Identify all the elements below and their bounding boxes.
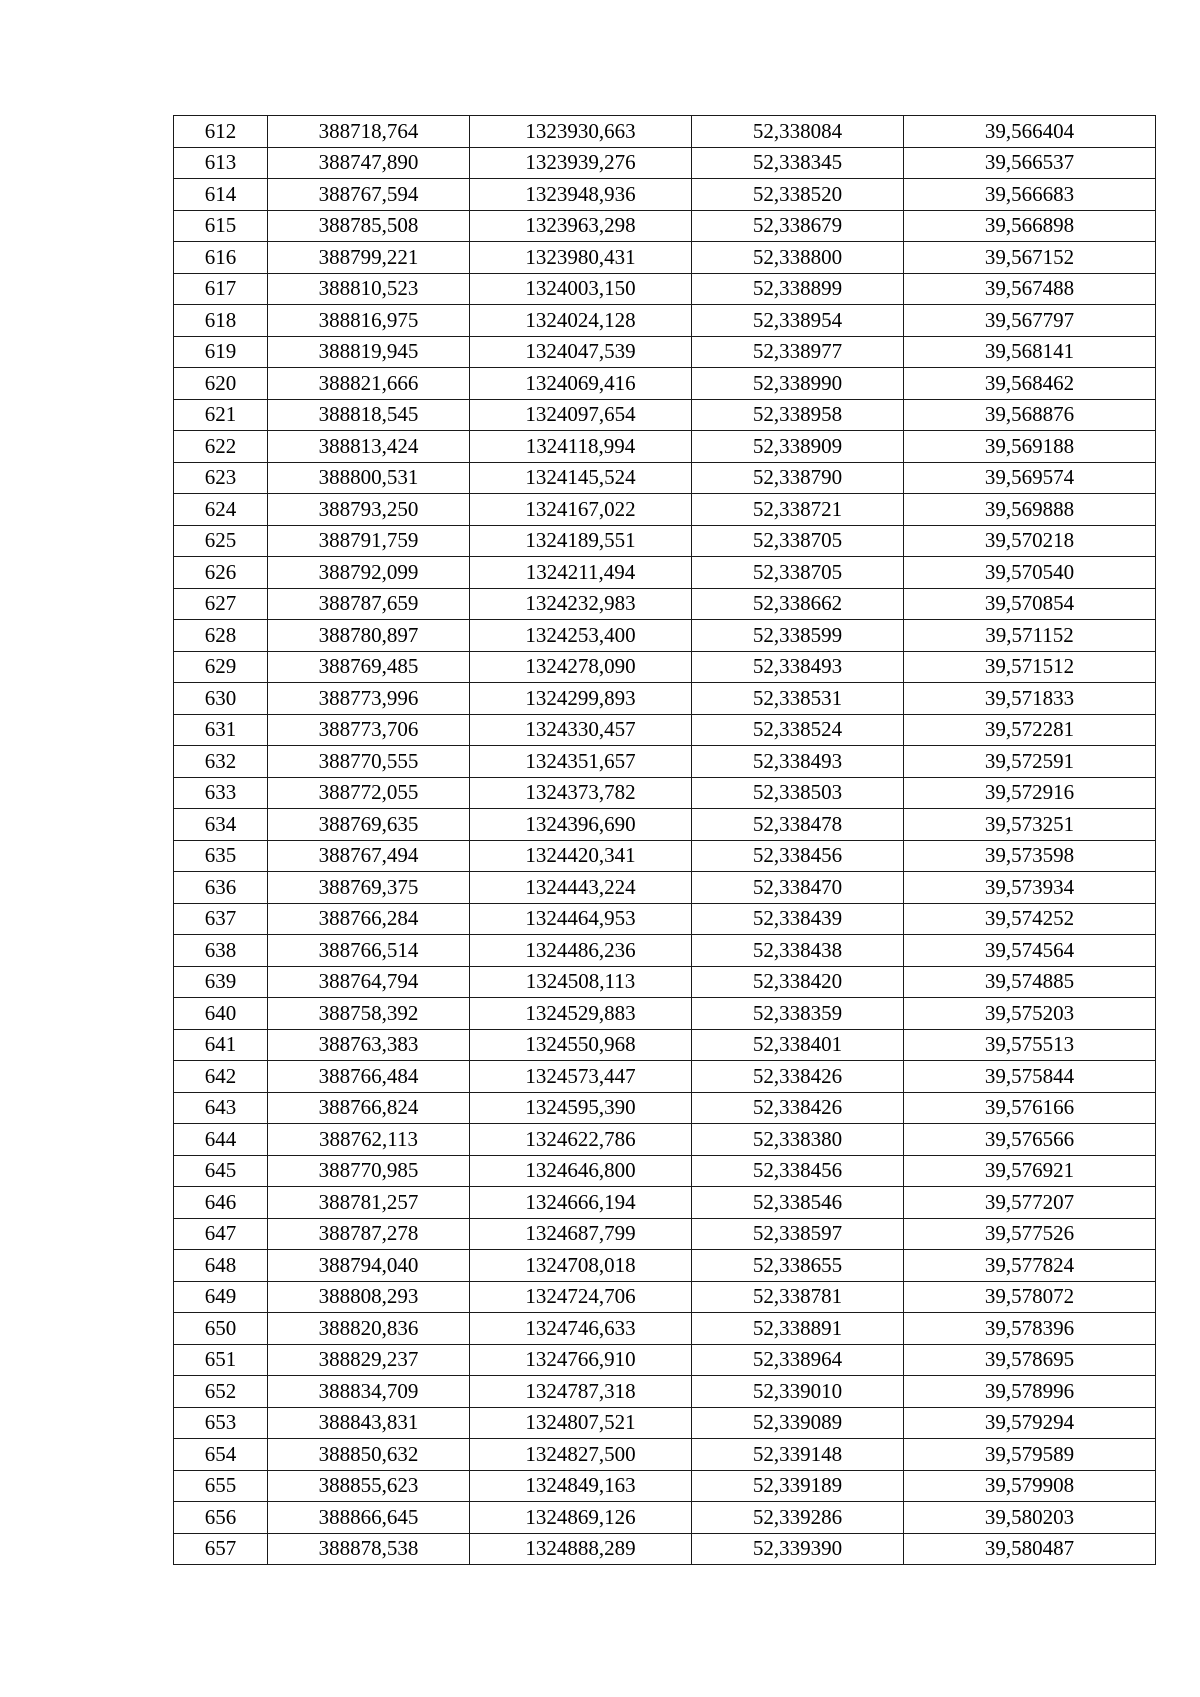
y-coordinate-cell: 1324787,318 <box>470 1376 692 1408</box>
point-number-cell: 634 <box>174 809 268 841</box>
latitude-cell: 52,338470 <box>692 872 904 904</box>
y-coordinate-cell: 1324529,883 <box>470 998 692 1030</box>
y-coordinate-cell: 1324666,194 <box>470 1187 692 1219</box>
coordinates-table-body <box>174 116 1156 1565</box>
y-coordinate-cell: 1324299,893 <box>470 683 692 715</box>
table-row <box>174 1470 1156 1502</box>
x-coordinate-cell: 388766,284 <box>268 903 470 935</box>
table-row <box>174 683 1156 715</box>
table-row <box>174 210 1156 242</box>
x-coordinate-cell: 388770,985 <box>268 1155 470 1187</box>
latitude-cell: 52,338401 <box>692 1029 904 1061</box>
longitude-cell: 39,572591 <box>904 746 1156 778</box>
point-number-cell: 644 <box>174 1124 268 1156</box>
point-number-cell: 627 <box>174 588 268 620</box>
x-coordinate-cell: 388878,538 <box>268 1533 470 1565</box>
latitude-cell: 52,338520 <box>692 179 904 211</box>
longitude-cell: 39,569188 <box>904 431 1156 463</box>
table-row <box>174 399 1156 431</box>
longitude-cell: 39,568462 <box>904 368 1156 400</box>
table-row <box>174 557 1156 589</box>
longitude-cell: 39,576566 <box>904 1124 1156 1156</box>
longitude-cell: 39,579294 <box>904 1407 1156 1439</box>
x-coordinate-cell: 388769,375 <box>268 872 470 904</box>
point-number-cell: 616 <box>174 242 268 274</box>
point-number-cell: 624 <box>174 494 268 526</box>
longitude-cell: 39,575513 <box>904 1029 1156 1061</box>
longitude-cell: 39,567152 <box>904 242 1156 274</box>
table-row <box>174 840 1156 872</box>
latitude-cell: 52,338705 <box>692 525 904 557</box>
y-coordinate-cell: 1324827,500 <box>470 1439 692 1471</box>
x-coordinate-cell: 388780,897 <box>268 620 470 652</box>
latitude-cell: 52,338705 <box>692 557 904 589</box>
x-coordinate-cell: 388769,485 <box>268 651 470 683</box>
longitude-cell: 39,568141 <box>904 336 1156 368</box>
longitude-cell: 39,574564 <box>904 935 1156 967</box>
latitude-cell: 52,338493 <box>692 651 904 683</box>
x-coordinate-cell: 388818,545 <box>268 399 470 431</box>
x-coordinate-cell: 388781,257 <box>268 1187 470 1219</box>
point-number-cell: 652 <box>174 1376 268 1408</box>
table-row <box>174 777 1156 809</box>
latitude-cell: 52,338493 <box>692 746 904 778</box>
longitude-cell: 39,580487 <box>904 1533 1156 1565</box>
x-coordinate-cell: 388808,293 <box>268 1281 470 1313</box>
y-coordinate-cell: 1324253,400 <box>470 620 692 652</box>
table-row <box>174 1029 1156 1061</box>
point-number-cell: 641 <box>174 1029 268 1061</box>
x-coordinate-cell: 388829,237 <box>268 1344 470 1376</box>
x-coordinate-cell: 388787,278 <box>268 1218 470 1250</box>
latitude-cell: 52,338438 <box>692 935 904 967</box>
latitude-cell: 52,338781 <box>692 1281 904 1313</box>
x-coordinate-cell: 388794,040 <box>268 1250 470 1282</box>
latitude-cell: 52,338679 <box>692 210 904 242</box>
y-coordinate-cell: 1324420,341 <box>470 840 692 872</box>
x-coordinate-cell: 388763,383 <box>268 1029 470 1061</box>
x-coordinate-cell: 388816,975 <box>268 305 470 337</box>
longitude-cell: 39,573598 <box>904 840 1156 872</box>
point-number-cell: 648 <box>174 1250 268 1282</box>
y-coordinate-cell: 1324069,416 <box>470 368 692 400</box>
point-number-cell: 657 <box>174 1533 268 1565</box>
table-row <box>174 1155 1156 1187</box>
table-row <box>174 809 1156 841</box>
y-coordinate-cell: 1324646,800 <box>470 1155 692 1187</box>
longitude-cell: 39,572281 <box>904 714 1156 746</box>
y-coordinate-cell: 1324595,390 <box>470 1092 692 1124</box>
longitude-cell: 39,566537 <box>904 147 1156 179</box>
latitude-cell: 52,339189 <box>692 1470 904 1502</box>
y-coordinate-cell: 1324351,657 <box>470 746 692 778</box>
longitude-cell: 39,569574 <box>904 462 1156 494</box>
longitude-cell: 39,577207 <box>904 1187 1156 1219</box>
latitude-cell: 52,338954 <box>692 305 904 337</box>
x-coordinate-cell: 388747,890 <box>268 147 470 179</box>
table-row <box>174 1124 1156 1156</box>
longitude-cell: 39,566683 <box>904 179 1156 211</box>
table-row <box>174 1250 1156 1282</box>
table-row <box>174 273 1156 305</box>
x-coordinate-cell: 388762,113 <box>268 1124 470 1156</box>
y-coordinate-cell: 1324746,633 <box>470 1313 692 1345</box>
y-coordinate-cell: 1324724,706 <box>470 1281 692 1313</box>
longitude-cell: 39,580203 <box>904 1502 1156 1534</box>
y-coordinate-cell: 1324024,128 <box>470 305 692 337</box>
x-coordinate-cell: 388764,794 <box>268 966 470 998</box>
table-row <box>174 998 1156 1030</box>
table-row <box>174 242 1156 274</box>
longitude-cell: 39,575203 <box>904 998 1156 1030</box>
table-row <box>174 935 1156 967</box>
x-coordinate-cell: 388767,594 <box>268 179 470 211</box>
latitude-cell: 52,338990 <box>692 368 904 400</box>
longitude-cell: 39,578396 <box>904 1313 1156 1345</box>
y-coordinate-cell: 1324278,090 <box>470 651 692 683</box>
longitude-cell: 39,578072 <box>904 1281 1156 1313</box>
latitude-cell: 52,338597 <box>692 1218 904 1250</box>
y-coordinate-cell: 1324622,786 <box>470 1124 692 1156</box>
y-coordinate-cell: 1324869,126 <box>470 1502 692 1534</box>
point-number-cell: 640 <box>174 998 268 1030</box>
point-number-cell: 628 <box>174 620 268 652</box>
longitude-cell: 39,579908 <box>904 1470 1156 1502</box>
latitude-cell: 52,338439 <box>692 903 904 935</box>
x-coordinate-cell: 388799,221 <box>268 242 470 274</box>
point-number-cell: 626 <box>174 557 268 589</box>
latitude-cell: 52,338662 <box>692 588 904 620</box>
latitude-cell: 52,338899 <box>692 273 904 305</box>
point-number-cell: 619 <box>174 336 268 368</box>
latitude-cell: 52,338426 <box>692 1092 904 1124</box>
table-row <box>174 336 1156 368</box>
x-coordinate-cell: 388834,709 <box>268 1376 470 1408</box>
latitude-cell: 52,338800 <box>692 242 904 274</box>
table-row <box>174 179 1156 211</box>
y-coordinate-cell: 1324097,654 <box>470 399 692 431</box>
point-number-cell: 615 <box>174 210 268 242</box>
table-row <box>174 588 1156 620</box>
point-number-cell: 633 <box>174 777 268 809</box>
longitude-cell: 39,567488 <box>904 273 1156 305</box>
point-number-cell: 654 <box>174 1439 268 1471</box>
y-coordinate-cell: 1323963,298 <box>470 210 692 242</box>
table-row <box>174 1502 1156 1534</box>
x-coordinate-cell: 388766,484 <box>268 1061 470 1093</box>
x-coordinate-cell: 388793,250 <box>268 494 470 526</box>
x-coordinate-cell: 388766,824 <box>268 1092 470 1124</box>
table-row <box>174 1187 1156 1219</box>
y-coordinate-cell: 1324330,457 <box>470 714 692 746</box>
longitude-cell: 39,578695 <box>904 1344 1156 1376</box>
point-number-cell: 650 <box>174 1313 268 1345</box>
latitude-cell: 52,338790 <box>692 462 904 494</box>
table-row <box>174 1218 1156 1250</box>
point-number-cell: 621 <box>174 399 268 431</box>
latitude-cell: 52,338420 <box>692 966 904 998</box>
latitude-cell: 52,338084 <box>692 116 904 148</box>
point-number-cell: 637 <box>174 903 268 935</box>
table-row <box>174 525 1156 557</box>
point-number-cell: 635 <box>174 840 268 872</box>
y-coordinate-cell: 1324189,551 <box>470 525 692 557</box>
point-number-cell: 651 <box>174 1344 268 1376</box>
table-row <box>174 147 1156 179</box>
table-row <box>174 1313 1156 1345</box>
latitude-cell: 52,338380 <box>692 1124 904 1156</box>
latitude-cell: 52,338964 <box>692 1344 904 1376</box>
point-number-cell: 629 <box>174 651 268 683</box>
longitude-cell: 39,570218 <box>904 525 1156 557</box>
y-coordinate-cell: 1324118,994 <box>470 431 692 463</box>
latitude-cell: 52,338599 <box>692 620 904 652</box>
x-coordinate-cell: 388821,666 <box>268 368 470 400</box>
longitude-cell: 39,572916 <box>904 777 1156 809</box>
x-coordinate-cell: 388819,945 <box>268 336 470 368</box>
table-row <box>174 620 1156 652</box>
point-number-cell: 614 <box>174 179 268 211</box>
longitude-cell: 39,571833 <box>904 683 1156 715</box>
longitude-cell: 39,575844 <box>904 1061 1156 1093</box>
point-number-cell: 642 <box>174 1061 268 1093</box>
longitude-cell: 39,568876 <box>904 399 1156 431</box>
table-row <box>174 1092 1156 1124</box>
y-coordinate-cell: 1324232,983 <box>470 588 692 620</box>
latitude-cell: 52,339089 <box>692 1407 904 1439</box>
y-coordinate-cell: 1324708,018 <box>470 1250 692 1282</box>
longitude-cell: 39,576166 <box>904 1092 1156 1124</box>
latitude-cell: 52,338721 <box>692 494 904 526</box>
table-row <box>174 431 1156 463</box>
table-row <box>174 903 1156 935</box>
table-row <box>174 305 1156 337</box>
y-coordinate-cell: 1324807,521 <box>470 1407 692 1439</box>
longitude-cell: 39,571152 <box>904 620 1156 652</box>
latitude-cell: 52,339148 <box>692 1439 904 1471</box>
point-number-cell: 625 <box>174 525 268 557</box>
latitude-cell: 52,338655 <box>692 1250 904 1282</box>
y-coordinate-cell: 1323930,663 <box>470 116 692 148</box>
table-row <box>174 714 1156 746</box>
x-coordinate-cell: 388767,494 <box>268 840 470 872</box>
y-coordinate-cell: 1324047,539 <box>470 336 692 368</box>
x-coordinate-cell: 388785,508 <box>268 210 470 242</box>
longitude-cell: 39,569888 <box>904 494 1156 526</box>
x-coordinate-cell: 388787,659 <box>268 588 470 620</box>
y-coordinate-cell: 1324145,524 <box>470 462 692 494</box>
point-number-cell: 623 <box>174 462 268 494</box>
longitude-cell: 39,576921 <box>904 1155 1156 1187</box>
longitude-cell: 39,566898 <box>904 210 1156 242</box>
x-coordinate-cell: 388810,523 <box>268 273 470 305</box>
y-coordinate-cell: 1324573,447 <box>470 1061 692 1093</box>
point-number-cell: 647 <box>174 1218 268 1250</box>
latitude-cell: 52,338531 <box>692 683 904 715</box>
y-coordinate-cell: 1324167,022 <box>470 494 692 526</box>
longitude-cell: 39,570854 <box>904 588 1156 620</box>
longitude-cell: 39,566404 <box>904 116 1156 148</box>
y-coordinate-cell: 1324464,953 <box>470 903 692 935</box>
point-number-cell: 618 <box>174 305 268 337</box>
x-coordinate-cell: 388718,764 <box>268 116 470 148</box>
point-number-cell: 643 <box>174 1092 268 1124</box>
latitude-cell: 52,338345 <box>692 147 904 179</box>
y-coordinate-cell: 1324888,289 <box>470 1533 692 1565</box>
point-number-cell: 631 <box>174 714 268 746</box>
point-number-cell: 617 <box>174 273 268 305</box>
point-number-cell: 645 <box>174 1155 268 1187</box>
y-coordinate-cell: 1324211,494 <box>470 557 692 589</box>
x-coordinate-cell: 388800,531 <box>268 462 470 494</box>
point-number-cell: 655 <box>174 1470 268 1502</box>
longitude-cell: 39,577526 <box>904 1218 1156 1250</box>
point-number-cell: 649 <box>174 1281 268 1313</box>
x-coordinate-cell: 388855,623 <box>268 1470 470 1502</box>
y-coordinate-cell: 1324443,224 <box>470 872 692 904</box>
table-row <box>174 1376 1156 1408</box>
latitude-cell: 52,339286 <box>692 1502 904 1534</box>
latitude-cell: 52,338977 <box>692 336 904 368</box>
point-number-cell: 632 <box>174 746 268 778</box>
longitude-cell: 39,579589 <box>904 1439 1156 1471</box>
x-coordinate-cell: 388813,424 <box>268 431 470 463</box>
table-row <box>174 462 1156 494</box>
x-coordinate-cell: 388850,632 <box>268 1439 470 1471</box>
y-coordinate-cell: 1324373,782 <box>470 777 692 809</box>
table-row <box>174 966 1156 998</box>
x-coordinate-cell: 388820,836 <box>268 1313 470 1345</box>
point-number-cell: 638 <box>174 935 268 967</box>
point-number-cell: 622 <box>174 431 268 463</box>
latitude-cell: 52,338958 <box>692 399 904 431</box>
y-coordinate-cell: 1324486,236 <box>470 935 692 967</box>
table-row <box>174 494 1156 526</box>
y-coordinate-cell: 1324396,690 <box>470 809 692 841</box>
longitude-cell: 39,578996 <box>904 1376 1156 1408</box>
x-coordinate-cell: 388843,831 <box>268 1407 470 1439</box>
longitude-cell: 39,574252 <box>904 903 1156 935</box>
y-coordinate-cell: 1324550,968 <box>470 1029 692 1061</box>
point-number-cell: 620 <box>174 368 268 400</box>
table-row <box>174 746 1156 778</box>
table-row <box>174 651 1156 683</box>
longitude-cell: 39,567797 <box>904 305 1156 337</box>
y-coordinate-cell: 1324687,799 <box>470 1218 692 1250</box>
latitude-cell: 52,339390 <box>692 1533 904 1565</box>
x-coordinate-cell: 388758,392 <box>268 998 470 1030</box>
y-coordinate-cell: 1324766,910 <box>470 1344 692 1376</box>
table-row <box>174 1344 1156 1376</box>
longitude-cell: 39,577824 <box>904 1250 1156 1282</box>
latitude-cell: 52,338524 <box>692 714 904 746</box>
latitude-cell: 52,338426 <box>692 1061 904 1093</box>
x-coordinate-cell: 388866,645 <box>268 1502 470 1534</box>
latitude-cell: 52,338546 <box>692 1187 904 1219</box>
y-coordinate-cell: 1323980,431 <box>470 242 692 274</box>
latitude-cell: 52,338891 <box>692 1313 904 1345</box>
y-coordinate-cell: 1324508,113 <box>470 966 692 998</box>
latitude-cell: 52,338359 <box>692 998 904 1030</box>
longitude-cell: 39,574885 <box>904 966 1156 998</box>
table-row <box>174 1407 1156 1439</box>
table-row <box>174 1281 1156 1313</box>
y-coordinate-cell: 1323948,936 <box>470 179 692 211</box>
longitude-cell: 39,573251 <box>904 809 1156 841</box>
latitude-cell: 52,339010 <box>692 1376 904 1408</box>
x-coordinate-cell: 388792,099 <box>268 557 470 589</box>
coordinates-table <box>173 115 1156 1565</box>
table-row <box>174 368 1156 400</box>
point-number-cell: 630 <box>174 683 268 715</box>
y-coordinate-cell: 1324849,163 <box>470 1470 692 1502</box>
point-number-cell: 636 <box>174 872 268 904</box>
table-row <box>174 1533 1156 1565</box>
point-number-cell: 653 <box>174 1407 268 1439</box>
latitude-cell: 52,338478 <box>692 809 904 841</box>
latitude-cell: 52,338456 <box>692 840 904 872</box>
x-coordinate-cell: 388773,706 <box>268 714 470 746</box>
table-row <box>174 872 1156 904</box>
x-coordinate-cell: 388772,055 <box>268 777 470 809</box>
y-coordinate-cell: 1323939,276 <box>470 147 692 179</box>
longitude-cell: 39,573934 <box>904 872 1156 904</box>
table-row <box>174 1439 1156 1471</box>
point-number-cell: 613 <box>174 147 268 179</box>
x-coordinate-cell: 388769,635 <box>268 809 470 841</box>
latitude-cell: 52,338503 <box>692 777 904 809</box>
x-coordinate-cell: 388791,759 <box>268 525 470 557</box>
x-coordinate-cell: 388766,514 <box>268 935 470 967</box>
latitude-cell: 52,338456 <box>692 1155 904 1187</box>
point-number-cell: 612 <box>174 116 268 148</box>
latitude-cell: 52,338909 <box>692 431 904 463</box>
longitude-cell: 39,570540 <box>904 557 1156 589</box>
point-number-cell: 656 <box>174 1502 268 1534</box>
table-row <box>174 1061 1156 1093</box>
x-coordinate-cell: 388773,996 <box>268 683 470 715</box>
point-number-cell: 639 <box>174 966 268 998</box>
longitude-cell: 39,571512 <box>904 651 1156 683</box>
y-coordinate-cell: 1324003,150 <box>470 273 692 305</box>
table-row <box>174 116 1156 148</box>
point-number-cell: 646 <box>174 1187 268 1219</box>
x-coordinate-cell: 388770,555 <box>268 746 470 778</box>
